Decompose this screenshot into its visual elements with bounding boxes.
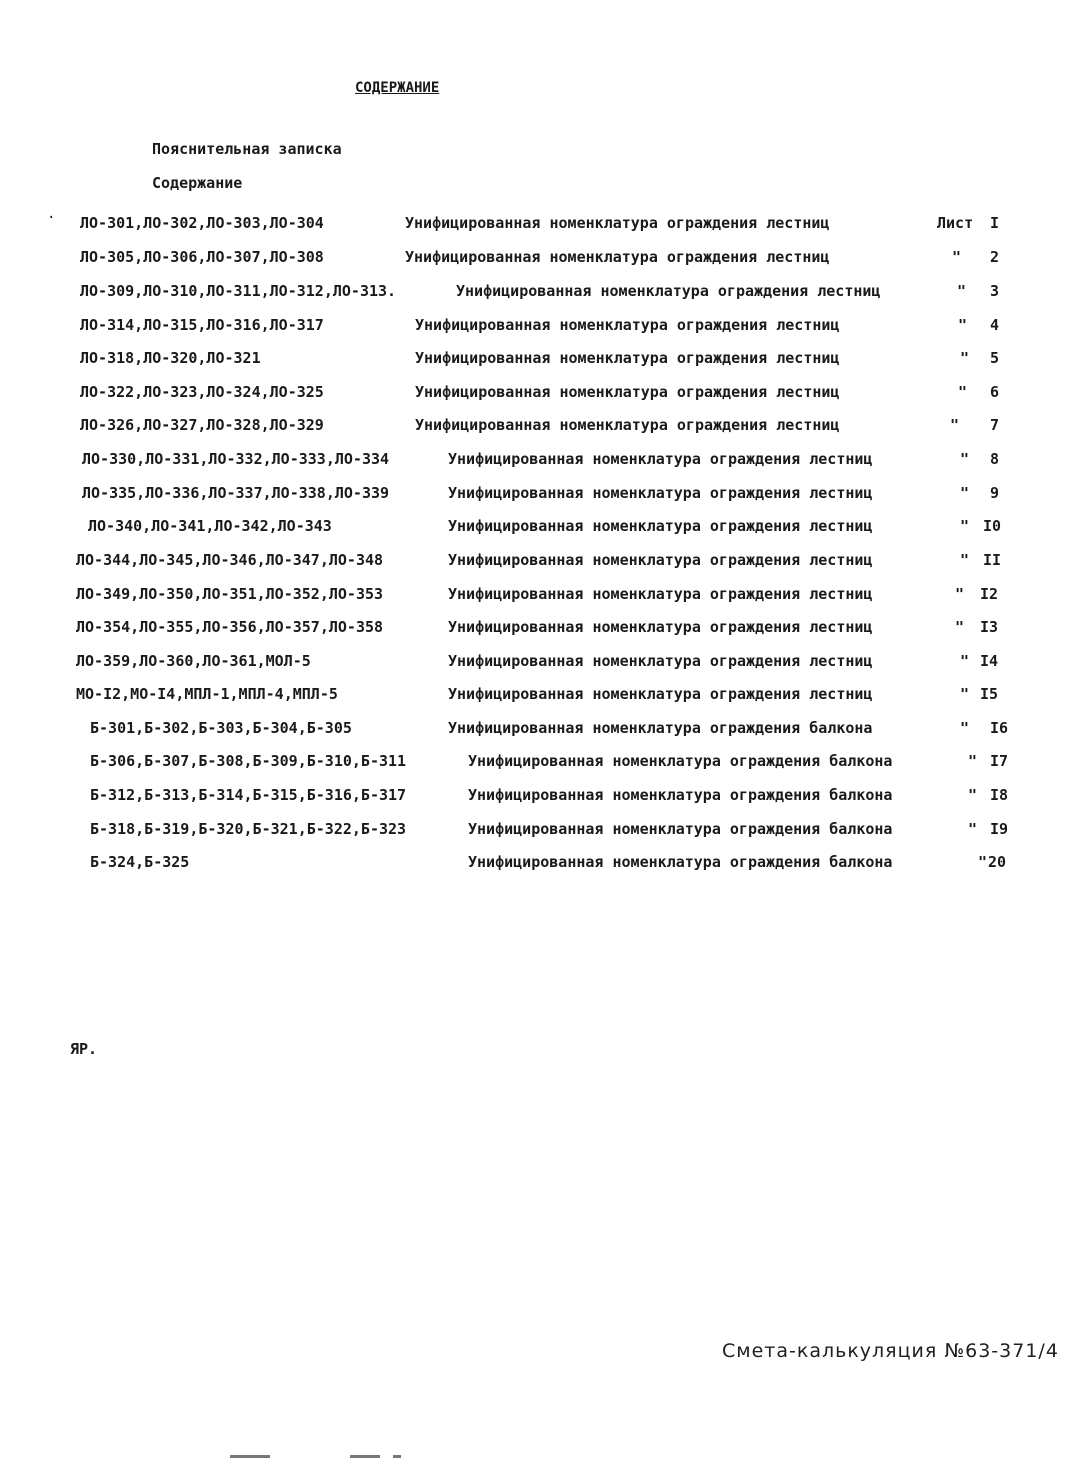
row-codes: Б-318,Б-319,Б-320,Б-321,Б-322,Б-323: [90, 820, 407, 838]
footnote-initials: ЯР.: [70, 1040, 98, 1058]
contents-row: [0, 652, 1066, 682]
row-description: Унифицированная номенклатура ограждения лестниц: [448, 551, 873, 569]
contents-row: [0, 248, 1066, 278]
row-description: Унифицированная номенклатура ограждения лестниц: [448, 517, 873, 535]
row-description: Унифицированная номенклатура ограждения лестниц: [405, 214, 830, 232]
row-sheet-number: 3: [990, 282, 1000, 300]
row-sheet-mark: ": [968, 820, 978, 838]
row-sheet-mark: ": [952, 248, 962, 266]
contents-row: [0, 383, 1066, 413]
row-sheet-mark: ": [957, 282, 967, 300]
row-sheet-number: I4: [980, 652, 999, 670]
row-description: Унифицированная номенклатура ограждения лестниц: [448, 484, 873, 502]
contents-row: [0, 484, 1066, 514]
row-sheet-number: 4: [990, 316, 1000, 334]
contents-row: [0, 517, 1066, 547]
row-description: Унифицированная номенклатура ограждения лестниц: [415, 316, 840, 334]
row-description: Унифицированная номенклатура ограждения лестниц: [415, 349, 840, 367]
row-description: Унифицированная номенклатура ограждения лестниц: [448, 585, 873, 603]
row-sheet-mark: ": [960, 652, 970, 670]
row-description: Унифицированная номенклатура ограждения лестниц: [448, 450, 873, 468]
scan-artifact: [230, 1455, 270, 1458]
row-codes: ЛО-318,ЛО-320,ЛО-321: [80, 349, 261, 367]
row-codes: ЛО-354,ЛО-355,ЛО-356,ЛО-357,ЛО-358: [76, 618, 384, 636]
row-sheet-number: I3: [980, 618, 999, 636]
contents-row: [0, 214, 1066, 244]
row-sheet-number: II: [983, 551, 1002, 569]
row-description: Унифицированная номенклатура ограждения лестниц: [405, 248, 830, 266]
intro-contents: Содержание: [152, 174, 243, 192]
contents-row: [0, 551, 1066, 581]
row-codes: Б-324,Б-325: [90, 853, 190, 871]
row-sheet-mark: ": [978, 853, 988, 871]
row-codes: Б-306,Б-307,Б-308,Б-309,Б-310,Б-311: [90, 752, 407, 770]
intro-explanatory-note: Пояснительная записка: [152, 140, 342, 158]
row-sheet-number: 6: [990, 383, 1000, 401]
row-description: Унифицированная номенклатура ограждения балкона: [468, 820, 893, 838]
row-sheet-mark: Лист: [937, 214, 974, 232]
row-codes: Б-301,Б-302,Б-303,Б-304,Б-305: [90, 719, 352, 737]
row-description: Унифицированная номенклатура ограждения лестниц: [448, 652, 873, 670]
row-sheet-number: I0: [983, 517, 1002, 535]
row-codes: ЛО-322,ЛО-323,ЛО-324,ЛО-325: [80, 383, 324, 401]
contents-row: [0, 853, 1066, 883]
row-sheet-number: 5: [990, 349, 1000, 367]
contents-row: [0, 282, 1066, 312]
contents-row: [0, 450, 1066, 480]
row-sheet-mark: ": [960, 349, 970, 367]
row-description: Унифицированная номенклатура ограждения лестниц: [448, 618, 873, 636]
contents-row: [0, 786, 1066, 816]
row-sheet-number: 20: [988, 853, 1007, 871]
row-description: Унифицированная номенклатура ограждения лестниц: [448, 685, 873, 703]
row-sheet-mark: ": [968, 786, 978, 804]
row-codes: ЛО-301,ЛО-302,ЛО-303,ЛО-304: [80, 214, 324, 232]
scan-artifact: [393, 1455, 401, 1458]
row-codes: ЛО-344,ЛО-345,ЛО-346,ЛО-347,ЛО-348: [76, 551, 384, 569]
contents-row: [0, 416, 1066, 446]
row-codes: ЛО-349,ЛО-350,ЛО-351,ЛО-352,ЛО-353: [76, 585, 384, 603]
row-sheet-mark: ": [958, 316, 968, 334]
row-sheet-mark: ": [950, 416, 960, 434]
row-description: Унифицированная номенклатура ограждения лестниц: [415, 416, 840, 434]
row-sheet-mark: ": [960, 685, 970, 703]
row-sheet-mark: ": [960, 719, 970, 737]
row-description: Унифицированная номенклатура ограждения лестниц: [415, 383, 840, 401]
row-sheet-number: I7: [990, 752, 1009, 770]
row-sheet-number: 8: [990, 450, 1000, 468]
row-sheet-mark: ": [968, 752, 978, 770]
row-sheet-mark: ": [960, 450, 970, 468]
row-sheet-number: I8: [990, 786, 1009, 804]
contents-row: [0, 618, 1066, 648]
row-codes: ЛО-340,ЛО-341,ЛО-342,ЛО-343: [88, 517, 332, 535]
row-description: Унифицированная номенклатура ограждения балкона: [468, 853, 893, 871]
margin-mark: ·: [47, 210, 56, 226]
row-sheet-number: 7: [990, 416, 1000, 434]
contents-row: [0, 585, 1066, 615]
row-sheet-number: I6: [990, 719, 1009, 737]
row-sheet-mark: ": [960, 551, 970, 569]
row-sheet-number: 9: [990, 484, 1000, 502]
row-description: Унифицированная номенклатура ограждения балкона: [468, 752, 893, 770]
row-sheet-mark: ": [960, 484, 970, 502]
row-sheet-mark: ": [960, 517, 970, 535]
scan-artifact: [350, 1455, 380, 1458]
page-title: СОДЕРЖАНИЕ: [355, 80, 440, 96]
row-description: Унифицированная номенклатура ограждения балкона: [448, 719, 873, 737]
row-codes: ЛО-330,ЛО-331,ЛО-332,ЛО-333,ЛО-334: [82, 450, 390, 468]
row-codes: ЛО-309,ЛО-310,ЛО-311,ЛО-312,ЛО-313.: [80, 282, 397, 300]
row-description: Унифицированная номенклатура ограждения лестниц: [456, 282, 881, 300]
row-sheet-number: I2: [980, 585, 999, 603]
row-codes: ЛО-335,ЛО-336,ЛО-337,ЛО-338,ЛО-339: [82, 484, 390, 502]
contents-row: [0, 719, 1066, 749]
row-sheet-number: I9: [990, 820, 1009, 838]
row-sheet-number: I: [990, 214, 1000, 232]
contents-row: [0, 316, 1066, 346]
handwritten-annotation: Смета-калькуляция №63-371/4: [722, 1340, 1059, 1362]
row-codes: ЛО-305,ЛО-306,ЛО-307,ЛО-308: [80, 248, 324, 266]
row-sheet-number: 2: [990, 248, 1000, 266]
row-codes: Б-312,Б-313,Б-314,Б-315,Б-316,Б-317: [90, 786, 407, 804]
row-codes: ЛО-326,ЛО-327,ЛО-328,ЛО-329: [80, 416, 324, 434]
contents-row: [0, 349, 1066, 379]
row-sheet-mark: ": [955, 585, 965, 603]
row-codes: МО-I2,МО-I4,МПЛ-1,МПЛ-4,МПЛ-5: [76, 685, 338, 703]
row-sheet-mark: ": [958, 383, 968, 401]
row-sheet-number: I5: [980, 685, 999, 703]
row-description: Унифицированная номенклатура ограждения балкона: [468, 786, 893, 804]
contents-row: [0, 820, 1066, 850]
row-codes: ЛО-314,ЛО-315,ЛО-316,ЛО-317: [80, 316, 324, 334]
contents-row: [0, 685, 1066, 715]
row-codes: ЛО-359,ЛО-360,ЛО-361,МОЛ-5: [76, 652, 311, 670]
contents-row: [0, 752, 1066, 782]
row-sheet-mark: ": [955, 618, 965, 636]
